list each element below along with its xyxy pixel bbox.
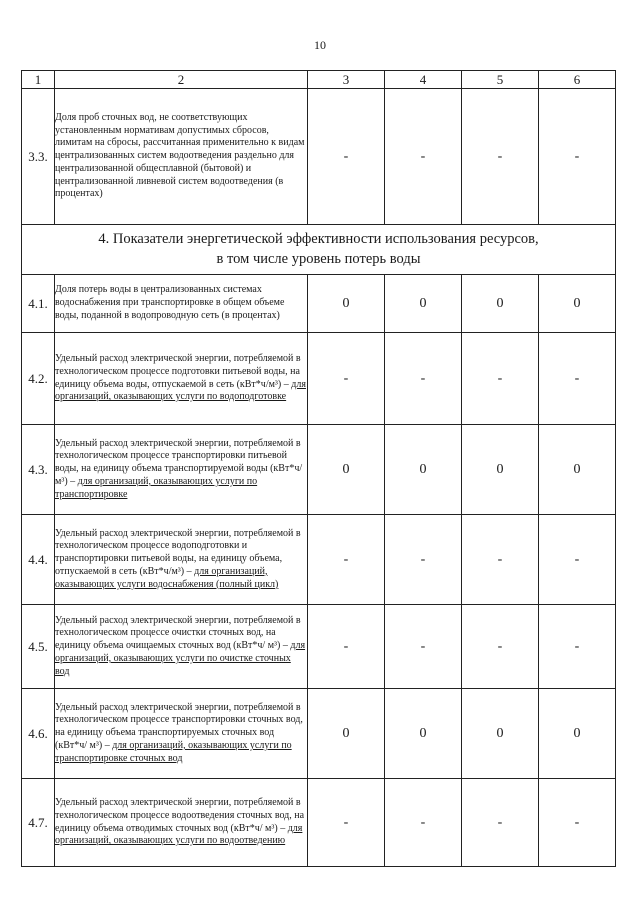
- table-row: [22, 779, 616, 867]
- row-text-underlined: для организаций, оказывающих услуги по очистке сточных вод: [55, 640, 306, 677]
- row-value: -: [462, 515, 539, 605]
- row-value: -: [308, 333, 385, 425]
- row-value: -: [539, 779, 616, 867]
- row-description: [55, 689, 308, 779]
- section-heading: [22, 225, 616, 275]
- row-text: Удельный расход электрической энергии, потребляемой в технологическом процессе водоподготовки и транспортировки питьевой воды, на единицу объема, отпускаемой в сеть (кВт*ч/м³) –: [55, 527, 301, 577]
- row-value: -: [539, 89, 616, 225]
- row-value: -: [539, 605, 616, 689]
- row-text-underlined: для организаций, оказывающих услуги по транспортировке: [55, 475, 258, 500]
- row-text: Удельный расход электрической энергии, потребляемой в технологическом процессе транспортировки питьевой воды, на единицу объема транспортируемой воды (кВт*ч/м³) –: [55, 437, 303, 487]
- row-description: [55, 425, 308, 515]
- row-value: 0: [539, 689, 616, 779]
- row-number: 4.4.: [22, 515, 55, 605]
- row-value: 0: [462, 689, 539, 779]
- section-heading-line2: в том числе уровень потерь воды: [216, 250, 421, 267]
- header-cell: 3: [308, 71, 385, 89]
- table-row: [22, 605, 616, 689]
- row-value: 0: [462, 275, 539, 333]
- row-value: 0: [385, 425, 462, 515]
- row-value: -: [462, 779, 539, 867]
- row-value: 0: [539, 425, 616, 515]
- row-text: Удельный расход электрической энергии, потребляемой в технологическом процессе водоотведения сточных вод, на единицу объема отводимых сточных вод (кВт*ч/ м³) –: [55, 796, 305, 834]
- row-number: 4.6.: [22, 689, 55, 779]
- row-text: Удельный расход электрической энергии, потребляемой в технологическом процессе подготовки питьевой воды, на единицу объема воды, отпускаемой в сеть (кВт*ч/м³) –: [55, 352, 301, 390]
- row-value: -: [462, 605, 539, 689]
- row-value: -: [462, 89, 539, 225]
- section-row: [22, 225, 616, 275]
- section-heading-line1: 4. Показатели энергетической эффективности использования ресурсов,: [98, 230, 539, 247]
- header-cell: 2: [55, 71, 308, 89]
- row-value: 0: [308, 275, 385, 333]
- row-value: 0: [539, 275, 616, 333]
- row-description: [55, 779, 308, 867]
- row-text: Удельный расход электрической энергии, потребляемой в технологическом процессе очистки сточных вод, на единицу объема очищаемых сточных вод (кВт*ч/ м³) –: [55, 614, 301, 652]
- row-value: -: [385, 89, 462, 225]
- table-row: [22, 333, 616, 425]
- row-value: 0: [385, 275, 462, 333]
- table-row: [22, 425, 616, 515]
- row-value: -: [385, 605, 462, 689]
- row-number: 4.5.: [22, 605, 55, 689]
- row-value: 0: [308, 425, 385, 515]
- table-row: [22, 515, 616, 605]
- row-number: 3.3.: [22, 89, 55, 225]
- row-value: 0: [462, 425, 539, 515]
- row-number: 4.2.: [22, 333, 55, 425]
- row-description: [55, 605, 308, 689]
- row-value: -: [539, 515, 616, 605]
- row-text-underlined: для организаций, оказывающих услуги водоснабжения (полный цикл): [55, 565, 279, 590]
- row-value: -: [539, 333, 616, 425]
- table-header-row: [22, 71, 616, 89]
- row-value: -: [385, 333, 462, 425]
- row-value: -: [308, 605, 385, 689]
- row-value: -: [462, 333, 539, 425]
- row-description: [55, 275, 308, 333]
- row-value: -: [385, 779, 462, 867]
- row-description: [55, 333, 308, 425]
- header-cell: 5: [462, 71, 539, 89]
- indicators-table: [21, 70, 616, 867]
- table-row: [22, 89, 616, 225]
- row-description: [55, 515, 308, 605]
- header-cell: 1: [22, 71, 55, 89]
- header-cell: 4: [385, 71, 462, 89]
- header-cell: 6: [539, 71, 616, 89]
- row-value: 0: [385, 689, 462, 779]
- page-number: 10: [314, 38, 326, 52]
- row-number: 4.3.: [22, 425, 55, 515]
- row-text-underlined: для организаций, оказывающих услуги по водоподготовке: [55, 378, 306, 403]
- row-value: -: [308, 89, 385, 225]
- row-number: 4.1.: [22, 275, 55, 333]
- row-text: Доля проб сточных вод, не соответствующих установленным нормативам допустимых сбросов, лимитам на сбросы, рассчитанная применительно к видам централизованных систем водоотведения раздельно для централизованной общесплавной (бытовой) и централизованной ливневой систем водоотведения (в процентах): [55, 111, 305, 200]
- table-row: [22, 275, 616, 333]
- row-text: Удельный расход электрической энергии, потребляемой в технологическом процессе транспортировки сточных вод, на единицу объема транспортируемых сточных вод (кВт*ч/ м³) –: [55, 701, 303, 751]
- row-value: 0: [308, 689, 385, 779]
- row-number: 4.7.: [22, 779, 55, 867]
- row-value: -: [385, 515, 462, 605]
- table-row: [22, 689, 616, 779]
- row-text-underlined: для организаций, оказывающих услуги по водоотведению: [55, 822, 303, 847]
- row-text-underlined: для организаций, оказывающих услуги по транспортировке сточных вод: [55, 739, 292, 764]
- row-text: Доля потерь воды в централизованных системах водоснабжения при транспортировке в общем объеме воды, поданной в водопроводную сеть (в процентах): [55, 284, 285, 321]
- row-value: -: [308, 779, 385, 867]
- row-value: -: [308, 515, 385, 605]
- row-description: [55, 89, 308, 225]
